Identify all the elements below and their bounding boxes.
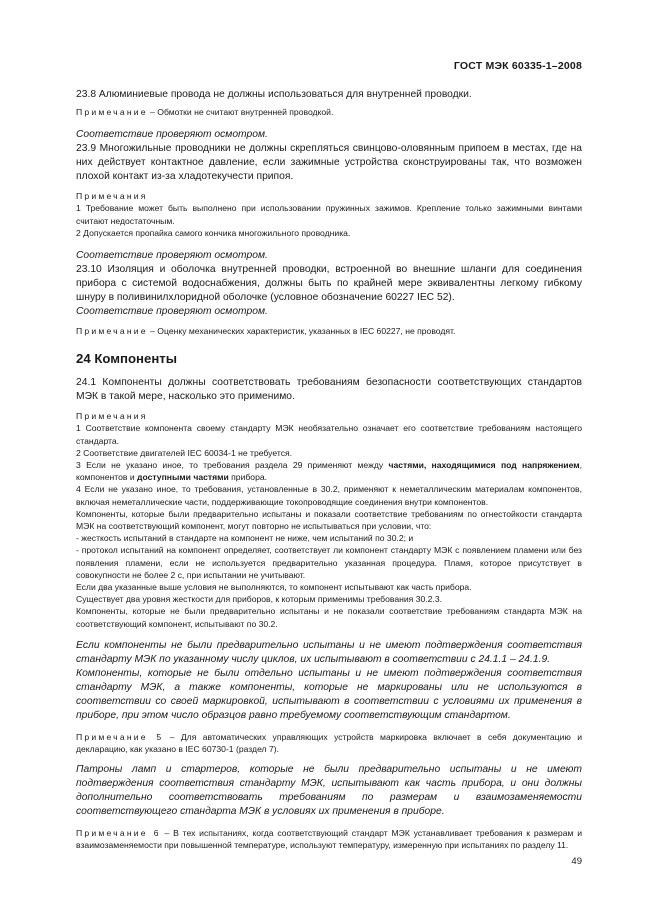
note-24-4-dash2: - протокол испытаний на компонент определяет, соответствует ли компонент стандарту МЭК с появлением пламени или без появления пламени, если не используется предварительно указанная процедура. Пламя, которое присутствует в совокупности не более 2 с, при испытании не учитывают. [76,545,582,580]
note-24-4-p2: Компоненты, которые были предварительно испытаны и показали соответствие требованиям по огнестойкости стандарта МЭК на соответствующий компонент, могут повторно не испытываться при условии, что: [76,508,582,532]
section-title: 24 Компоненты [76,351,178,367]
paragraph-23-9: 23.9 Многожильные проводники не должны скрепляться свинцово-оловянным припоем в местах, где на них действует контактное давление, если зажимные устройства сконструированы так, что возможен плохой контакт из-за хладотекучести припоя. [76,143,582,183]
italic-paragraph-3: Патроны ламп и стартеров, которые не были предварительно испытаны и не имеют подтверждения соответствия стандарту МЭК, испытывают как часть прибора, и они должны дополнительно соответствовать требованиям по размерам и взаимозаменяемости соответствующего стандарта МЭК в условиях их применения в приборе. [76,764,582,818]
note-24-4-p4: Существует два уровня жесткости для приборов, к которым применимы требования 30.2.3. [76,594,442,605]
note-24-4-dash1: - жесткость испытаний в стандарте на компонент не ниже, чем испытаний по 30.2; и [76,533,414,544]
check-statement-1: Соответствие проверяют осмотром. [76,129,268,141]
note-23-9-2: 2 Допускается пропайка самого кончика многожильного проводника. [76,227,351,238]
notes-label-23-9: Примечания [76,191,148,202]
note-6: Примечание 6 – В тех испытаниях, когда соответствующий стандарт МЭК устанавливает требования к размерам и взаимозаменяемости при повышенной температуре, используют температуру, измеренную при испытаниях по разделу 11. [76,828,583,851]
note-24-1: 1 Соответствие компонента своему стандарту МЭК необязательно означает его соответствие требованиям настоящего стандарта. [76,423,582,446]
note-24-4-p3: Если два указанные выше условия не выполняются, то компонент испытывают как часть прибора. [76,582,472,593]
italic-paragraph-2: Компоненты, которые не были отдельно испытаны и не имеют подтверждения соответствия стандарту МЭК, а также компоненты, которые не маркированы или не используются в соответствии со своей маркировкой, испытывают в соответствии с условиями их применения в приборе, при этом число образцов равно требуемому соответствующим стандартом. [76,667,582,721]
note-23-8: Примечание – Обмотки не считают внутренней проводкой. [76,107,334,117]
note-24-2: 2 Соответствие двигателей IEC 60034-1 не требуется. [76,447,293,458]
page-content [76,88,582,852]
note-23-10: Примечание – Оценку механических характеристик, указанных в IEC 60227, не проводят. [76,326,456,337]
paragraph-23-8: 23.8 Алюминиевые провода не должны использоваться для внутренней проводки. [76,89,472,100]
document-header: ГОСТ МЭК 60335-1–2008 [453,60,582,72]
note-24-4: 4 Если не указано иное, то требования, установленные в 30.2, применяют к неметаллическим материалам компонентов, включая неметаллические части, поддерживающие токопроводящие соединения внутри компонентов. [76,484,582,507]
paragraph-24-1: 24.1 Компоненты должны соответствовать требованиям безопасности соответствующих стандартов МЭК в такой мере, насколько это применимо. [76,377,582,403]
note-23-9-1: 1 Требование может быть выполнено при использовании пружинных зажимов. Крепление только зажимными винтами считают недостаточным. [76,203,582,226]
note-5: Примечание 5 – Для автоматических управляющих устройств маркировка включает в себя документацию и декларацию, как указано в IEC 60730-1 (раздел 7). [76,731,583,755]
italic-paragraph-1: Если компоненты не были предварительно испытаны и не имеют подтверждения соответствия стандарту МЭК по указанному числу циклов, их испытывают в соответствии с 24.1.1 – 24.1.9. [76,639,582,665]
check-statement-3: Соответствие проверяют осмотром. [76,306,268,318]
note-24-3: 3 Если не указано иное, то требования раздела 29 применяют между частями, находящимися под напряжением, компонентов и доступными частями прибора. [76,460,583,483]
paragraph-23-10: 23.10 Изоляция и оболочка внутренней проводки, встроенной во внешние шланги для соединения прибора с системой водоснабжения, должны быть по крайней мере эквивалентны легкому гибкому шнуру в поливинилхлоридной оболочке (условное обозначение 60227 IEC 52). [76,264,582,304]
check-statement-2: Соответствие проверяют осмотром. [76,250,268,262]
page-number: 49 [571,856,582,867]
note-24-4-p5: Компоненты, которые не были предварительно испытаны и не показали соответствие требованиям стандарта МЭК на соответствующий компонент, испытывают по 30.2. [76,606,582,629]
notes-label-24: Примечания [76,411,148,422]
